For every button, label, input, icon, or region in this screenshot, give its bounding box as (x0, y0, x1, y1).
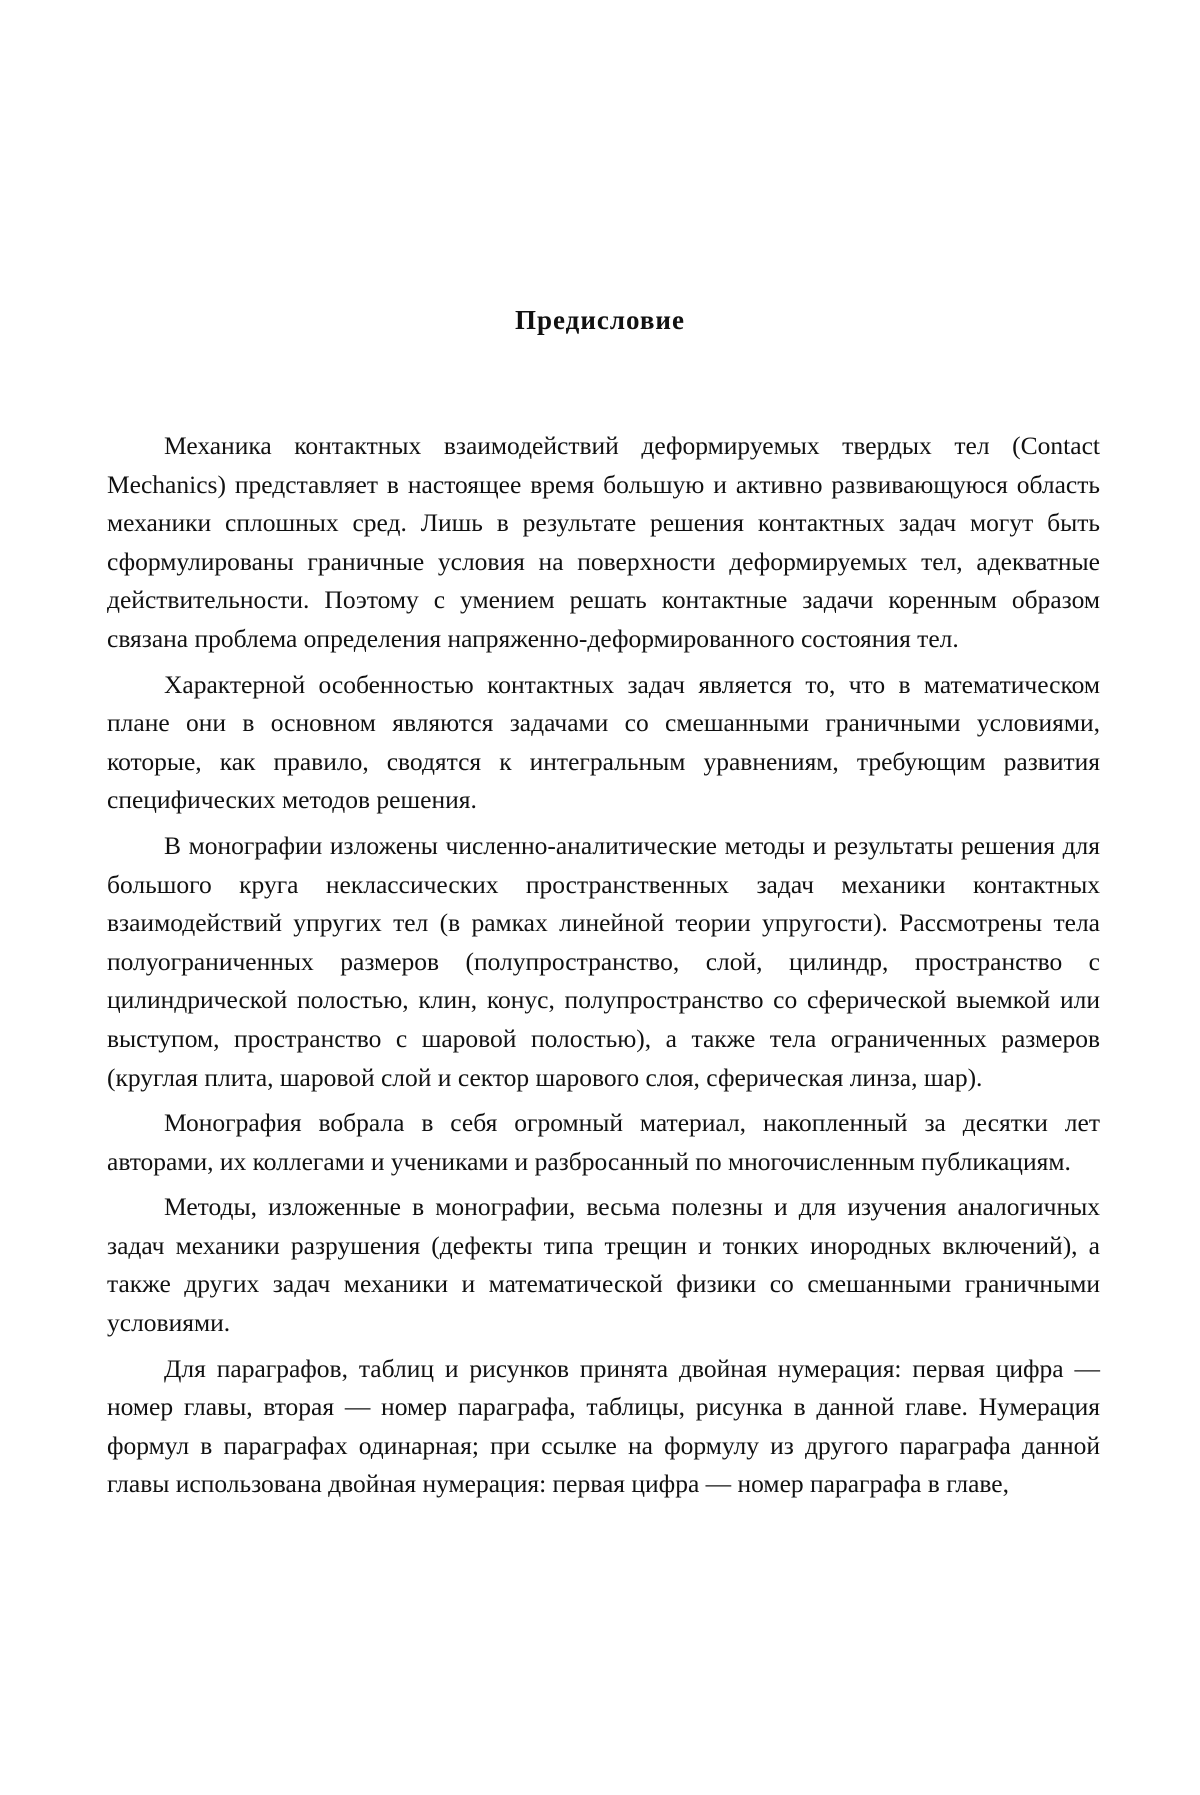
paragraph-monograph-methods: В монографии изложены численно-аналитические методы и результаты решения для большого круга неклассических пространственных задач механики контактных взаимодействий упругих тел (в рамках линейной теории упругости). Рассмотрены тела полуограниченных размеров (полупространство, слой, цилиндр, пространство с цилиндрической полостью, клин, конус, полупространство со сферической выемкой или выступом, пространство с шаровой полостью), а также тела ограниченных размеров (круглая плита, шаровой слой и сектор шарового слоя, сферическая линза, шар). (107, 830, 1100, 1092)
paragraph-mixed-boundary-conditions: Характерной особенностью контактных задач является то, что в математическом плане они в основном являются задачами со смешанными граничными условиями, которые, как правило, сводятся к интегральным уравнениям, требующим развития специфических методов решения. (107, 669, 1100, 815)
paragraph-numbering: Для параграфов, таблиц и рисунков принята двойная нумерация: первая цифра — номер главы, вторая — номер параграфа, таблицы, рисунка в данной главе. Нумерация формул в параграфах одинарная; при ссылке на формулу из другого параграфа данной главы использована двойная нумерация: первая цифра — номер параграфа в главе, (107, 1353, 1100, 1499)
page-title: Предисловие (515, 305, 685, 335)
paragraph-accumulated-material: Монография вобрала в себя огромный материал, накопленный за десятки лет авторами, их коллегами и учениками и разбросанный по многочисленным публикациям. (107, 1108, 1100, 1176)
paragraph-contact-mechanics: Механика контактных взаимодействий деформируемых твердых тел (Contact Mechanics) представляет в настоящее время большую и активно развивающуюся область механики сплошных сред. Лишь в результате решения контактных задач могут быть сформулированы граничные условия на поверхности деформируемых тел, адекватные действительности. Поэтому с умением решать контактные задачи коренным образом связана проблема определения напряженно-деформированного состояния тел. (107, 431, 1100, 653)
body-text (107, 427, 1100, 1504)
paragraph-fracture-mechanics: Методы, изложенные в монографии, весьма полезны и для изучения аналогичных задач механики разрушения (дефекты типа трещин и тонких инородных включений), а также других задач механики и математической физики со смешанными граничными условиями. (107, 1192, 1100, 1338)
